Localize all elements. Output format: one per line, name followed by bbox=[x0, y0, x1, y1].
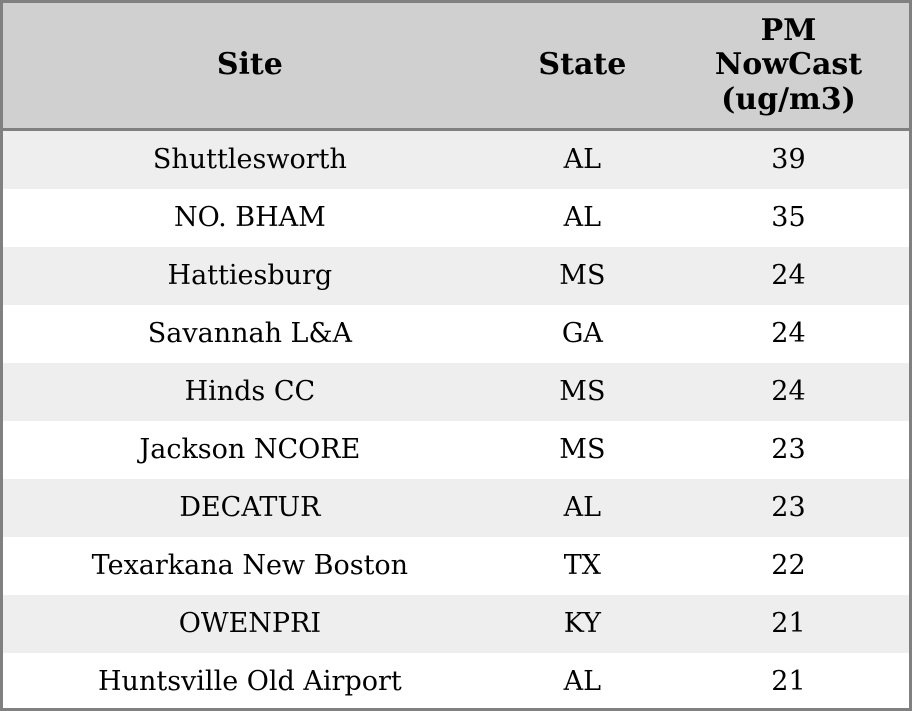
header-cell-site bbox=[3, 3, 497, 128]
cell-pm-nowcast: 23 bbox=[771, 492, 806, 524]
cell-state: AL bbox=[563, 144, 602, 176]
cell-site: Hinds CC bbox=[184, 376, 316, 408]
cell-pm-nowcast: 24 bbox=[771, 318, 806, 350]
header-label-pm-line1: PM bbox=[760, 12, 817, 48]
cell-site: Jackson NCORE bbox=[139, 434, 361, 466]
cell-state: MS bbox=[559, 260, 606, 292]
cell-state: AL bbox=[563, 666, 602, 698]
table-body bbox=[3, 131, 909, 711]
cell-state: KY bbox=[563, 608, 602, 640]
cell-pm-nowcast: 24 bbox=[771, 376, 806, 408]
header-label-pm-line2: NowCast bbox=[714, 47, 863, 83]
table-row bbox=[3, 305, 909, 363]
cell-site: Shuttlesworth bbox=[152, 144, 347, 176]
cell-pm-nowcast: 22 bbox=[771, 550, 806, 582]
table-row bbox=[3, 131, 909, 189]
cell-pm-nowcast: 21 bbox=[771, 666, 806, 698]
cell-site: Huntsville Old Airport bbox=[98, 666, 402, 698]
cell-state: MS bbox=[559, 376, 606, 408]
table-row bbox=[3, 653, 909, 711]
header-label-pm-line3: (ug/m3) bbox=[721, 81, 856, 117]
cell-site: Hattiesburg bbox=[167, 260, 333, 292]
table-header bbox=[3, 3, 909, 131]
cell-pm-nowcast: 24 bbox=[771, 260, 806, 292]
table-row bbox=[3, 421, 909, 479]
header-label-site: Site bbox=[216, 47, 283, 83]
cell-site: Texarkana New Boston bbox=[91, 550, 409, 582]
cell-pm-nowcast: 35 bbox=[771, 202, 806, 234]
table-row bbox=[3, 247, 909, 305]
table-row bbox=[3, 537, 909, 595]
cell-pm-nowcast: 23 bbox=[771, 434, 806, 466]
cell-state: AL bbox=[563, 492, 602, 524]
header-cell-state bbox=[497, 3, 668, 128]
cell-site: Savannah L&A bbox=[147, 318, 353, 350]
table-row bbox=[3, 479, 909, 537]
header-label-state: State bbox=[538, 47, 627, 83]
cell-state: MS bbox=[559, 434, 606, 466]
cell-state: GA bbox=[561, 318, 603, 350]
table-row bbox=[3, 595, 909, 653]
cell-state: AL bbox=[563, 202, 602, 234]
cell-state: TX bbox=[563, 550, 601, 582]
cell-pm-nowcast: 21 bbox=[771, 608, 806, 640]
cell-site: NO. BHAM bbox=[173, 202, 326, 234]
table-row bbox=[3, 189, 909, 247]
cell-pm-nowcast: 39 bbox=[771, 144, 806, 176]
header-cell-pm-nowcast bbox=[668, 3, 909, 128]
table-row bbox=[3, 363, 909, 421]
cell-site: DECATUR bbox=[179, 492, 321, 524]
cell-site: OWENPRI bbox=[178, 608, 322, 640]
